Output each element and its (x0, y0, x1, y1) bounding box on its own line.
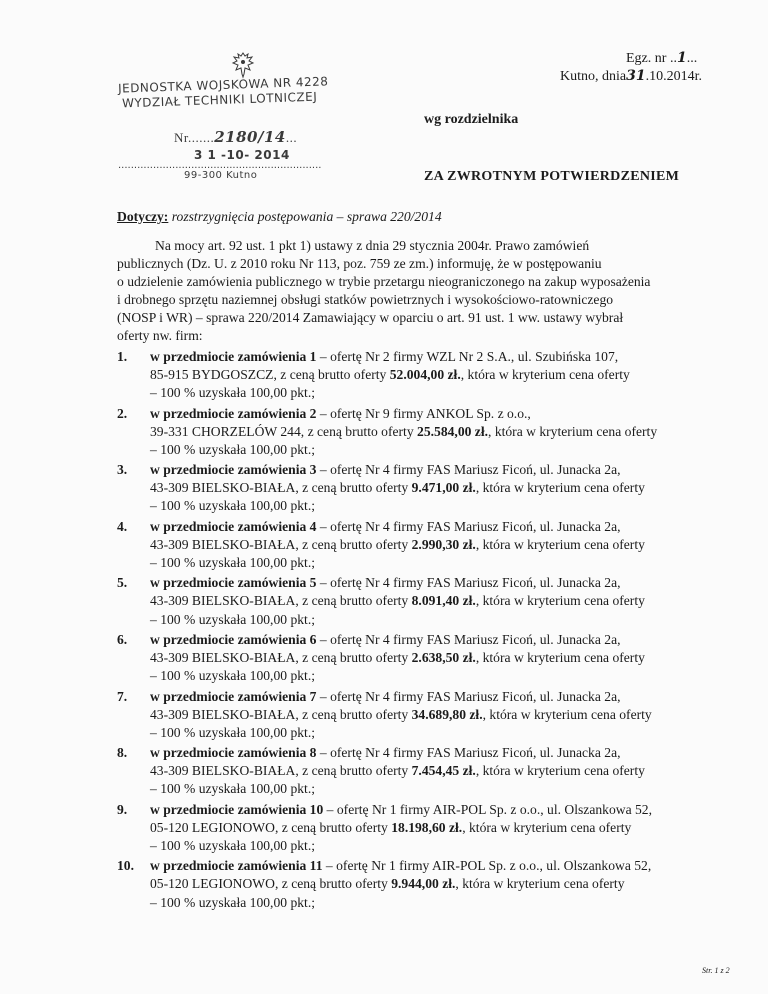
item-part: w przedmiocie zamówienia 5 (150, 575, 317, 591)
item-offer: – ofertę Nr 4 firmy FAS Mariusz Ficoń, ul. Junacka 2a, (316, 518, 621, 534)
item-price-post: , która w kryterium cena oferty (475, 593, 645, 609)
stamp-nr-handwritten: 2180/14 (214, 128, 286, 146)
list-item (117, 688, 757, 745)
item-address-price-pre: 05-120 LEGIONOWO, z ceną brutto oferty (150, 876, 392, 892)
return-confirmation-note: ZA ZWROTNYM POTWIERDZENIEM (424, 169, 680, 184)
item-price: 34.689,80 zł. (411, 706, 483, 722)
item-address-price-pre: 43-309 BIELSKO-BIAŁA, z ceną brutto oferty (150, 706, 412, 722)
item-address-price-pre: 85-915 BYDGOSZCZ, z ceną brutto oferty (150, 367, 390, 383)
eagle-emblem-icon (230, 50, 256, 80)
item-offer: – ofertę Nr 4 firmy FAS Mariusz Ficoń, ul. Junacka 2a, (316, 745, 621, 761)
item-score: – 100 % uzyskała 100,00 pkt.; (150, 554, 315, 570)
item-score: – 100 % uzyskała 100,00 pkt.; (150, 781, 315, 797)
item-part: w przedmiocie zamówienia 11 (150, 858, 323, 874)
stamp-city: 99-300 Kutno (184, 170, 258, 181)
item-number: 7. (117, 688, 128, 704)
awarded-offers-list (117, 348, 757, 914)
place-and-date (560, 68, 702, 85)
item-part: w przedmiocie zamówienia 4 (150, 518, 317, 534)
stamp-dotted-line: ................................................................ (118, 160, 322, 171)
item-price-post: , która w kryterium cena oferty (488, 423, 658, 439)
item-number: 4. (117, 518, 128, 534)
item-score: – 100 % uzyskała 100,00 pkt.; (150, 441, 315, 457)
stamp-date: 3 1 -10- 2014 (194, 148, 290, 162)
item-number: 6. (117, 631, 128, 647)
item-score: – 100 % uzyskała 100,00 pkt.; (150, 894, 315, 910)
item-price-post: , która w kryterium cena oferty (462, 819, 632, 835)
item-price: 2.990,30 zł. (411, 536, 476, 552)
stamp-dots-b: ... (285, 130, 298, 145)
stamp-unit-name: JEDNOSTKA WOJSKOWA NR 4228 (117, 74, 329, 96)
place-date-rest: .10.2014r. (645, 69, 702, 84)
list-item (117, 518, 757, 575)
item-number: 2. (117, 405, 128, 421)
item-address-price-pre: 43-309 BIELSKO-BIAŁA, z ceną brutto oferty (150, 593, 412, 609)
item-address-price-pre: 39-331 CHORZELÓW 244, z ceną brutto oferty (150, 423, 418, 439)
item-part: w przedmiocie zamówienia 8 (150, 745, 317, 761)
item-score: – 100 % uzyskała 100,00 pkt.; (150, 611, 315, 627)
item-price: 8.091,40 zł. (411, 593, 476, 609)
item-address-price-pre: 43-309 BIELSKO-BIAŁA, z ceną brutto oferty (150, 763, 412, 779)
item-part: w przedmiocie zamówienia 6 (150, 631, 317, 647)
subject-label: Dotyczy: (117, 209, 169, 224)
list-item (117, 348, 757, 405)
item-part: w przedmiocie zamówienia 7 (150, 688, 317, 704)
item-score: – 100 % uzyskała 100,00 pkt.; (150, 385, 315, 401)
item-part: w przedmiocie zamówienia 3 (150, 462, 317, 478)
item-offer: – ofertę Nr 4 firmy FAS Mariusz Ficoń, ul. Junacka 2a, (316, 688, 621, 704)
intro-line: Na mocy art. 92 ust. 1 pkt 1) ustawy z dnia 29 stycznia 2004r. Prawo zamówień (155, 238, 590, 253)
item-offer: – ofertę Nr 1 firmy AIR-POL Sp. z o.o., ul. Olszankowa 52, (323, 801, 652, 817)
list-item (117, 744, 757, 801)
item-price: 7.454,45 zł. (411, 763, 476, 779)
stamp-dots-a: ....... (188, 130, 215, 145)
list-item (117, 631, 757, 688)
intro-line: (NOSP i WR) – sprawa 220/2014 Zamawiający w oparciu o art. 91 ust. 1 ww. ustawy wybrał (117, 310, 624, 326)
item-price: 9.944,00 zł. (391, 876, 456, 892)
item-price-post: , która w kryterium cena oferty (475, 763, 645, 779)
list-item (117, 801, 757, 858)
page-number: Str. 1 z 2 (702, 966, 730, 975)
institution-stamp (117, 50, 373, 181)
item-offer: – ofertę Nr 9 firmy ANKOL Sp. z o.o., (316, 405, 531, 421)
item-offer: – ofertę Nr 2 firmy WZL Nr 2 S.A., ul. Szubińska 107, (316, 349, 619, 364)
item-price: 25.584,00 zł. (417, 423, 489, 439)
item-price-post: , która w kryterium cena oferty (475, 650, 645, 666)
list-item (117, 461, 757, 518)
item-number: 8. (117, 745, 128, 761)
intro-line: o udzielenie zamówienia publicznego w trybie przetargu nieograniczonego na zakup wyposażenia (117, 274, 651, 290)
item-number: 3. (117, 462, 128, 478)
item-part: w przedmiocie zamówienia 10 (150, 801, 324, 817)
item-price-post: , która w kryterium cena oferty (475, 536, 645, 552)
list-item (117, 405, 757, 462)
item-score: – 100 % uzyskała 100,00 pkt.; (150, 837, 315, 853)
item-address-price-pre: 43-309 BIELSKO-BIAŁA, z ceną brutto oferty (150, 480, 412, 496)
item-price-post: , która w kryterium cena oferty (475, 480, 645, 496)
subject-text: rozstrzygnięcia postępowania – sprawa 220/2014 (171, 209, 442, 224)
stamp-reference-number (174, 128, 297, 146)
item-address-price-pre: 05-120 LEGIONOWO, z ceną brutto oferty (150, 819, 392, 835)
intro-line: i drobnego sprzętu naziemnej obsługi statków powietrznych i wysokościowo-ratowniczego (117, 292, 614, 308)
item-price: 9.471,00 zł. (411, 480, 476, 496)
copy-number-value: 1 (676, 50, 687, 66)
item-number: 10. (117, 858, 134, 874)
list-item (117, 574, 757, 631)
item-part: w przedmiocie zamówienia 2 (150, 405, 317, 421)
item-offer: – ofertę Nr 4 firmy FAS Mariusz Ficoń, ul. Junacka 2a, (316, 631, 621, 647)
item-number: 5. (117, 575, 128, 591)
place-date-prefix: Kutno, dnia (560, 69, 627, 84)
stamp-nr-prefix: Nr (174, 130, 188, 145)
item-part: w przedmiocie zamówienia 1 (150, 349, 317, 364)
distribution-note: wg rozdzielnika (424, 112, 519, 127)
item-offer: – ofertę Nr 4 firmy FAS Mariusz Ficoń, ul. Junacka 2a, (316, 575, 621, 591)
stamp-department: WYDZIAŁ TECHNIKI LOTNICZEJ (121, 89, 318, 111)
item-address-price-pre: 43-309 BIELSKO-BIAŁA, z ceną brutto oferty (150, 536, 412, 552)
item-score: – 100 % uzyskała 100,00 pkt.; (150, 668, 315, 684)
item-offer: – ofertę Nr 4 firmy FAS Mariusz Ficoń, ul. Junacka 2a, (316, 462, 621, 478)
item-address-price-pre: 43-309 BIELSKO-BIAŁA, z ceną brutto oferty (150, 650, 412, 666)
copy-number-prefix: Egz. nr (626, 51, 667, 66)
item-score: – 100 % uzyskała 100,00 pkt.; (150, 724, 315, 740)
item-number: 1. (117, 349, 128, 364)
item-price-post: , która w kryterium cena oferty (482, 706, 652, 722)
item-number: 9. (117, 801, 128, 817)
item-price: 2.638,50 zł. (411, 650, 476, 666)
item-price: 18.198,60 zł. (391, 819, 463, 835)
item-price-post: , która w kryterium cena oferty (455, 876, 625, 892)
place-date-day: 31 (626, 68, 646, 84)
intro-paragraph (117, 237, 737, 346)
item-score: – 100 % uzyskała 100,00 pkt.; (150, 498, 315, 514)
subject-line (117, 209, 442, 225)
item-price-post: , która w kryterium cena oferty (460, 367, 630, 383)
intro-line: publicznych (Dz. U. z 2010 roku Nr 113, poz. 759 ze zm.) informuję, że w postępowaniu (117, 256, 602, 272)
list-item (117, 857, 757, 914)
copy-number: Egz. nr ..1... (626, 50, 698, 66)
item-offer: – ofertę Nr 1 firmy AIR-POL Sp. z o.o., ul. Olszankowa 52, (322, 858, 652, 874)
intro-line: oferty nw. firm: (117, 328, 203, 344)
item-price: 52.004,00 zł. (389, 367, 461, 383)
